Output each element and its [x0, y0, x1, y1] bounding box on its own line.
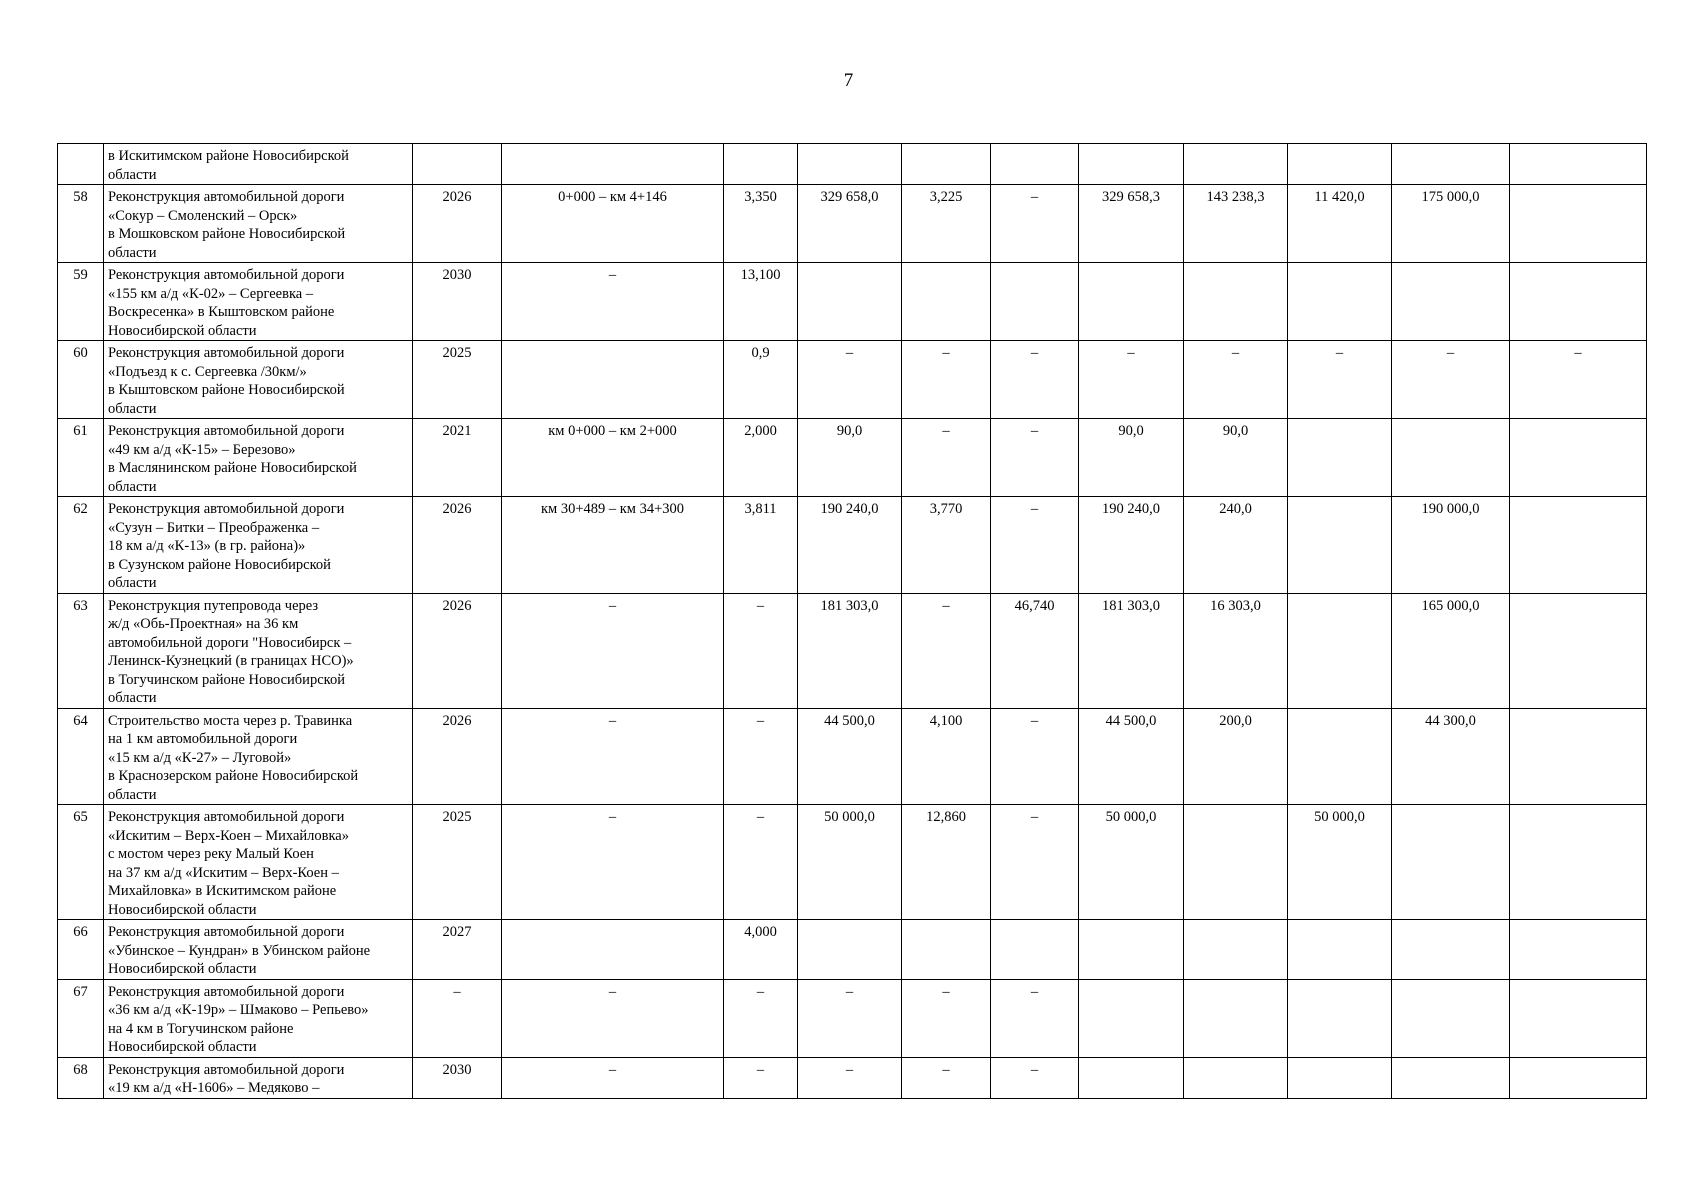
cell-financing-3	[1392, 920, 1510, 980]
roads-table	[57, 143, 1647, 1099]
cell-length-km: 4,000	[724, 920, 798, 980]
table-row	[58, 144, 1647, 185]
cell-financing-4	[1510, 185, 1647, 263]
cell-financing-3	[1392, 419, 1510, 497]
cell-length-3: –	[991, 1057, 1079, 1098]
cell-length-3: –	[991, 805, 1079, 920]
cell-length-2: –	[902, 419, 991, 497]
cell-km-range: км 30+489 – км 34+300	[502, 497, 724, 594]
cell-total-cost: 44 500,0	[798, 708, 902, 805]
cell-financing-2	[1288, 593, 1392, 708]
cell-row-number: 62	[58, 497, 104, 594]
cell-row-number: 58	[58, 185, 104, 263]
cell-financing-2	[1288, 419, 1392, 497]
cell-financing-1: 143 238,3	[1184, 185, 1288, 263]
cell-financing-4	[1510, 708, 1647, 805]
cell-year: 2030	[413, 263, 502, 341]
cell-row-number: 60	[58, 341, 104, 419]
cell-financing-4	[1510, 419, 1647, 497]
cell-year: –	[413, 979, 502, 1057]
cell-year: 2026	[413, 185, 502, 263]
cell-financing-4	[1510, 979, 1647, 1057]
cell-financing-2	[1288, 708, 1392, 805]
cell-km-range: –	[502, 1057, 724, 1098]
cell-row-number: 64	[58, 708, 104, 805]
cell-length-3	[991, 263, 1079, 341]
table-row	[58, 805, 1647, 920]
cell-project-name: Реконструкция автомобильной дороги «155 км а/д «К-02» – Сергеевка – Воскресенка» в Кыштовском районе Новосибирской области	[104, 263, 413, 341]
cell-financing-4	[1510, 805, 1647, 920]
cell-project-name: Реконструкция автомобильной дороги «19 км а/д «Н-1606» – Медяково –	[104, 1057, 413, 1098]
cell-project-name: Реконструкция автомобильной дороги «Сузун – Битки – Преображенка – 18 км а/д «К-13» (в гр. района)» в Сузунском районе Новосибирской области	[104, 497, 413, 594]
cell-financing-4: –	[1510, 341, 1647, 419]
cell-total-cost	[798, 144, 902, 185]
cell-length-3: –	[991, 185, 1079, 263]
cell-financing-3: 44 300,0	[1392, 708, 1510, 805]
cell-financing-total: 44 500,0	[1079, 708, 1184, 805]
cell-financing-total: 90,0	[1079, 419, 1184, 497]
cell-financing-1: 90,0	[1184, 419, 1288, 497]
cell-financing-1	[1184, 263, 1288, 341]
cell-row-number: 66	[58, 920, 104, 980]
cell-total-cost: 50 000,0	[798, 805, 902, 920]
cell-project-name: Реконструкция автомобильной дороги «49 км а/д «К-15» – Березово» в Маслянинском районе Новосибирской области	[104, 419, 413, 497]
cell-length-3	[991, 920, 1079, 980]
cell-financing-3: 190 000,0	[1392, 497, 1510, 594]
cell-financing-total: –	[1079, 341, 1184, 419]
cell-length-2: 3,770	[902, 497, 991, 594]
cell-length-km: –	[724, 979, 798, 1057]
table-row	[58, 185, 1647, 263]
cell-length-km: 13,100	[724, 263, 798, 341]
cell-financing-2	[1288, 920, 1392, 980]
table-row	[58, 593, 1647, 708]
cell-financing-4	[1510, 1057, 1647, 1098]
cell-length-3: –	[991, 708, 1079, 805]
cell-row-number	[58, 144, 104, 185]
cell-project-name: Реконструкция автомобильной дороги «Подъезд к с. Сергеевка /30км/» в Кыштовском районе Новосибирской области	[104, 341, 413, 419]
cell-financing-total	[1079, 1057, 1184, 1098]
cell-total-cost: 181 303,0	[798, 593, 902, 708]
cell-financing-3: –	[1392, 341, 1510, 419]
cell-financing-3	[1392, 1057, 1510, 1098]
cell-km-range	[502, 920, 724, 980]
cell-length-3: –	[991, 341, 1079, 419]
cell-year: 2025	[413, 805, 502, 920]
cell-project-name: в Искитимском районе Новосибирской области	[104, 144, 413, 185]
cell-row-number: 61	[58, 419, 104, 497]
cell-row-number: 63	[58, 593, 104, 708]
cell-financing-1: 240,0	[1184, 497, 1288, 594]
cell-km-range: –	[502, 708, 724, 805]
cell-financing-2: –	[1288, 341, 1392, 419]
cell-financing-total: 50 000,0	[1079, 805, 1184, 920]
table-row	[58, 920, 1647, 980]
cell-total-cost	[798, 920, 902, 980]
cell-financing-3	[1392, 979, 1510, 1057]
cell-financing-2	[1288, 144, 1392, 185]
cell-financing-total: 181 303,0	[1079, 593, 1184, 708]
table-row	[58, 1057, 1647, 1098]
cell-year: 2030	[413, 1057, 502, 1098]
cell-km-range: –	[502, 979, 724, 1057]
cell-row-number: 68	[58, 1057, 104, 1098]
cell-length-2	[902, 920, 991, 980]
cell-length-3: –	[991, 979, 1079, 1057]
cell-project-name: Реконструкция автомобильной дороги «Сокур – Смоленский – Орск» в Мошковском районе Новосибирской области	[104, 185, 413, 263]
cell-length-2: –	[902, 341, 991, 419]
cell-financing-1	[1184, 979, 1288, 1057]
cell-km-range	[502, 144, 724, 185]
cell-financing-2: 50 000,0	[1288, 805, 1392, 920]
cell-total-cost: –	[798, 341, 902, 419]
cell-financing-total	[1079, 979, 1184, 1057]
table-row	[58, 979, 1647, 1057]
cell-length-3: 46,740	[991, 593, 1079, 708]
cell-length-km: 3,811	[724, 497, 798, 594]
cell-financing-total: 190 240,0	[1079, 497, 1184, 594]
cell-length-2	[902, 144, 991, 185]
cell-financing-4	[1510, 144, 1647, 185]
cell-row-number: 67	[58, 979, 104, 1057]
cell-length-2: –	[902, 593, 991, 708]
cell-year: 2025	[413, 341, 502, 419]
cell-financing-3: 175 000,0	[1392, 185, 1510, 263]
cell-length-km: –	[724, 708, 798, 805]
cell-financing-1	[1184, 805, 1288, 920]
cell-length-km: –	[724, 1057, 798, 1098]
cell-project-name: Реконструкция автомобильной дороги «36 км а/д «К-19р» – Шмаково – Репьево» на 4 км в Тогучинском районе Новосибирской области	[104, 979, 413, 1057]
cell-row-number: 65	[58, 805, 104, 920]
cell-financing-1	[1184, 1057, 1288, 1098]
cell-length-2: 3,225	[902, 185, 991, 263]
cell-total-cost: 190 240,0	[798, 497, 902, 594]
cell-financing-3	[1392, 805, 1510, 920]
cell-financing-4	[1510, 593, 1647, 708]
cell-project-name: Строительство моста через р. Травинка на 1 км автомобильной дороги «15 км а/д «К-27» – Луговой» в Краснозерском районе Новосибирской области	[104, 708, 413, 805]
cell-km-range: –	[502, 263, 724, 341]
cell-length-3: –	[991, 419, 1079, 497]
cell-financing-4	[1510, 497, 1647, 594]
cell-financing-2	[1288, 979, 1392, 1057]
cell-financing-total: 329 658,3	[1079, 185, 1184, 263]
cell-financing-4	[1510, 263, 1647, 341]
page-number: 7	[843, 70, 854, 91]
cell-km-range	[502, 341, 724, 419]
cell-financing-3	[1392, 263, 1510, 341]
cell-km-range: –	[502, 805, 724, 920]
cell-financing-3	[1392, 144, 1510, 185]
cell-length-km: 3,350	[724, 185, 798, 263]
cell-length-3: –	[991, 497, 1079, 594]
cell-year: 2026	[413, 497, 502, 594]
cell-km-range: 0+000 – км 4+146	[502, 185, 724, 263]
cell-year: 2027	[413, 920, 502, 980]
cell-length-km: 0,9	[724, 341, 798, 419]
cell-financing-2: 11 420,0	[1288, 185, 1392, 263]
cell-financing-2	[1288, 497, 1392, 594]
cell-length-3	[991, 144, 1079, 185]
cell-length-2: 4,100	[902, 708, 991, 805]
cell-total-cost: 90,0	[798, 419, 902, 497]
cell-length-km: –	[724, 805, 798, 920]
cell-year: 2021	[413, 419, 502, 497]
table-row	[58, 419, 1647, 497]
cell-total-cost: –	[798, 979, 902, 1057]
cell-financing-1: –	[1184, 341, 1288, 419]
cell-financing-2	[1288, 263, 1392, 341]
cell-year: 2026	[413, 708, 502, 805]
cell-km-range: км 0+000 – км 2+000	[502, 419, 724, 497]
cell-year: 2026	[413, 593, 502, 708]
cell-financing-total	[1079, 144, 1184, 185]
cell-financing-1	[1184, 920, 1288, 980]
cell-total-cost: 329 658,0	[798, 185, 902, 263]
cell-project-name: Реконструкция автомобильной дороги «Убинское – Кундран» в Убинском районе Новосибирской области	[104, 920, 413, 980]
cell-length-2: –	[902, 1057, 991, 1098]
cell-length-2: –	[902, 979, 991, 1057]
table-row	[58, 263, 1647, 341]
cell-total-cost: –	[798, 1057, 902, 1098]
cell-year	[413, 144, 502, 185]
cell-total-cost	[798, 263, 902, 341]
cell-financing-1: 16 303,0	[1184, 593, 1288, 708]
cell-length-2	[902, 263, 991, 341]
cell-length-km: 2,000	[724, 419, 798, 497]
cell-project-name: Реконструкция автомобильной дороги «Искитим – Верх-Коен – Михайловка» с мостом через реку Малый Коен на 37 км а/д «Искитим – Верх-Коен – Михайловка» в Искитимском районе Новосибирской области	[104, 805, 413, 920]
table-row	[58, 708, 1647, 805]
table-row	[58, 341, 1647, 419]
table-row	[58, 497, 1647, 594]
cell-project-name: Реконструкция путепровода через ж/д «Обь-Проектная» на 36 км автомобильной дороги "Новосибирск – Ленинск-Кузнецкий (в границах НСО)» в Тогучинском районе Новосибирской области	[104, 593, 413, 708]
cell-financing-total	[1079, 920, 1184, 980]
cell-financing-2	[1288, 1057, 1392, 1098]
cell-length-km: –	[724, 593, 798, 708]
cell-row-number: 59	[58, 263, 104, 341]
cell-length-km	[724, 144, 798, 185]
cell-financing-total	[1079, 263, 1184, 341]
cell-financing-3: 165 000,0	[1392, 593, 1510, 708]
cell-length-2: 12,860	[902, 805, 991, 920]
cell-km-range: –	[502, 593, 724, 708]
cell-financing-1: 200,0	[1184, 708, 1288, 805]
cell-financing-4	[1510, 920, 1647, 980]
cell-financing-1	[1184, 144, 1288, 185]
